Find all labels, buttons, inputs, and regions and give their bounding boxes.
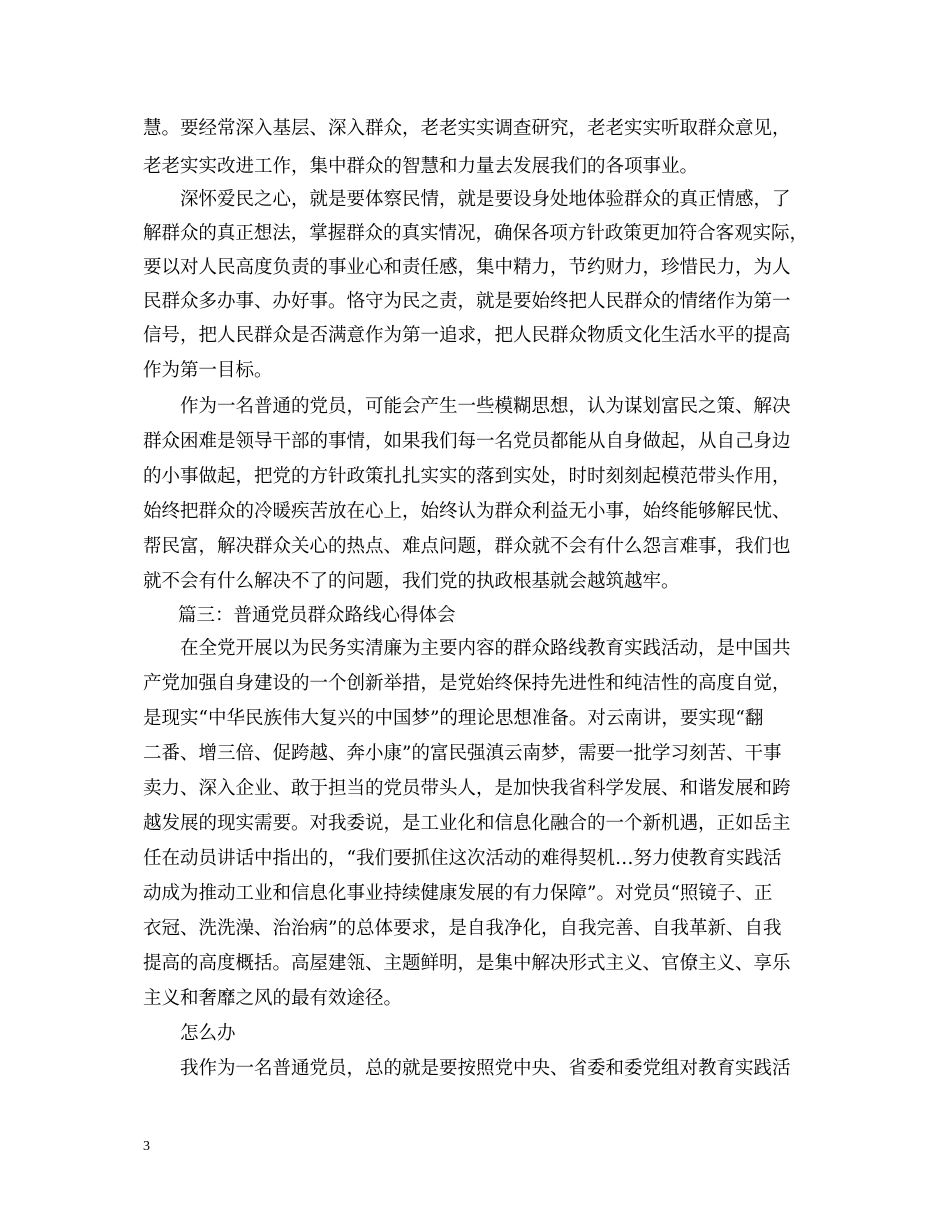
text-line: 是现实“中华民族伟大复兴的中国梦”的理论思想准备。对云南讲，要实现“翻 bbox=[143, 708, 764, 729]
text-line: 任在动员讲话中指出的，“我们要抓住这次活动的难得契机…努力使教育实践活 bbox=[143, 848, 782, 869]
text-line: 就不会有什么解决不了的问题，我们党的执政根基就会越筑越牢。 bbox=[143, 571, 680, 592]
text-line: 二番、增三倍、促跨越、奔小康”的富民强滇云南梦，需要一批学习刻苦、干事 bbox=[143, 743, 782, 764]
text-line: 民群众多办事、办好事。恪守为民之责，就是要始终把人民群众的情绪作为第一 bbox=[143, 291, 791, 312]
text-line: 深怀爱民之心，就是要体察民情，就是要设身处地体验群众的真正情感，了 bbox=[180, 189, 791, 210]
text-line: 我作为一名普通党员，总的就是要按照党中央、省委和委党组对教育实践活 bbox=[180, 1058, 791, 1079]
section-heading: 篇三：普通党员群众路线心得体会 bbox=[178, 605, 456, 626]
text-line: 在全党开展以为民务实清廉为主要内容的群众路线教育实践活动，是中国共 bbox=[180, 638, 791, 659]
text-line: 解群众的真正想法，掌握群众的真实情况，确保各项方针政策更加符合客观实际， bbox=[143, 223, 808, 244]
text-line: 卖力、深入企业、敢于担当的党员带头人，是加快我省科学发展、和谐发展和跨 bbox=[143, 778, 791, 799]
text-line: 群众困难是领导干部的事情，如果我们每一名党员都能从自身做起，从自己身边 bbox=[143, 431, 791, 452]
page-number: 3 bbox=[143, 1139, 150, 1154]
text-line: 帮民富，解决群众关心的热点、难点问题，群众就不会有什么怨言难事，我们也 bbox=[143, 536, 791, 557]
text-line: 的小事做起，把党的方针政策扎扎实实的落到实处，时时刻刻起模范带头作用， bbox=[143, 466, 791, 487]
text-line: 衣冠、洗洗澡、治治病”的总体要求，是自我净化，自我完善、自我革新、自我 bbox=[143, 918, 782, 939]
text-line: 动成为推动工业和信息化事业持续健康发展的有力保障”。对党员“照镜子、正 bbox=[143, 883, 773, 904]
text-line: 始终把群众的冷暖疾苦放在心上，始终认为群众利益无小事，始终能够解民忧、 bbox=[143, 501, 791, 522]
text-line: 老老实实改进工作，集中群众的智慧和力量去发展我们的各项事业。 bbox=[143, 156, 699, 177]
text-line: 作为第一目标。 bbox=[143, 360, 273, 381]
text-line: 慧。要经常深入基层、深入群众，老老实实调查研究，老老实实听取群众意见， bbox=[143, 118, 791, 139]
text-line: 产党加强自身建设的一个创新举措，是党始终保持先进性和纯洁性的高度自觉， bbox=[143, 673, 791, 694]
section-heading: 怎么办 bbox=[180, 1023, 236, 1044]
text-line: 主义和奢靡之风的最有效途径。 bbox=[143, 988, 403, 1009]
text-line: 越发展的现实需要。对我委说，是工业化和信息化融合的一个新机遇，正如岳主 bbox=[143, 813, 791, 834]
text-line: 提高的高度概括。高屋建瓴、主题鲜明，是集中解决形式主义、官僚主义、享乐 bbox=[143, 953, 791, 974]
text-line: 作为一名普通的党员，可能会产生一些模糊思想，认为谋划富民之策、解决 bbox=[180, 396, 791, 417]
text-line: 信号，把人民群众是否满意作为第一追求，把人民群众物质文化生活水平的提高 bbox=[143, 325, 791, 346]
text-line: 要以对人民高度负责的事业心和责任感，集中精力，节约财力，珍惜民力，为人 bbox=[143, 257, 791, 278]
